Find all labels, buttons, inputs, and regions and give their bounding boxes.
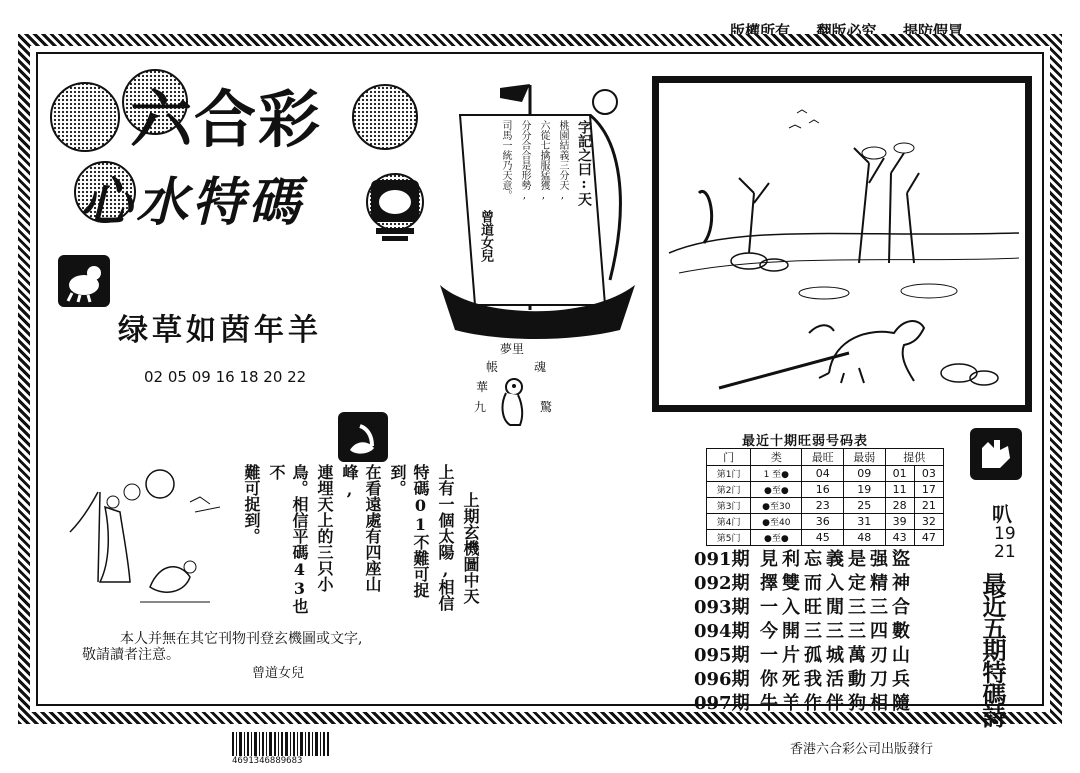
riddle-col-7: 難可捉到。: [242, 464, 261, 544]
zodiac-numbers: 02 05 09 16 18 20 22: [144, 368, 307, 386]
table-cell: 39: [885, 514, 914, 530]
poem-text: 一片孤城萬刃山: [760, 645, 914, 666]
sail-line-2: 六從七擒服猛獲,: [538, 120, 549, 201]
table-header-row: [707, 449, 944, 466]
copyright-text-2: 翻版必究: [816, 22, 877, 40]
poem-text: 一入旺閒三三合: [760, 597, 914, 618]
riddle-col-3: 特碼01不難可捉到。: [388, 464, 430, 598]
notice-line-1: 本人并無在其它刊物刊登玄機圖或文字,: [120, 631, 363, 647]
table-cell: 19: [843, 482, 885, 498]
list-item: [694, 668, 914, 692]
riddle-col-5: 連埋天上的三只小: [315, 464, 334, 592]
dog-caption-left-1: 帳: [486, 360, 499, 374]
table-header: 类: [751, 449, 802, 466]
table-cell: ●至30: [751, 498, 802, 514]
sail-line-1: 桃園結義三分天,: [557, 120, 568, 201]
copyright-text-1: 版權所有: [730, 22, 791, 40]
zodiac-phrase: 绿草如茵年羊: [118, 313, 322, 348]
notice-signature: 曾道女兒: [252, 666, 305, 681]
dog-caption-right-2: 驚: [540, 400, 553, 414]
list-item: [694, 548, 914, 572]
dog-caption-left-2: 華: [476, 380, 489, 394]
side-label-number-1: 19: [994, 524, 1016, 544]
number-table-title: 最近十期旺弱号码表: [742, 434, 869, 449]
table-cell: 第1门: [707, 466, 751, 482]
table-cell: ●至40: [751, 514, 802, 530]
sail-line-3: 分分合合是形勢,: [519, 120, 530, 201]
copyright-text-3: 提防假冒: [902, 22, 963, 40]
sail-signature: 曾道女兒: [478, 210, 493, 262]
side-label-vertical: 最近五期特碼詩: [978, 572, 1007, 726]
poem-issue: 096期: [694, 669, 750, 690]
table-header: 门: [707, 449, 751, 466]
main-title: 六合彩: [130, 83, 323, 156]
poem-issue: 093期: [694, 597, 750, 618]
table-cell: 36: [802, 514, 844, 530]
table-cell: 03: [914, 466, 943, 482]
hand-icon-box: [970, 428, 1022, 480]
table-cell: 16: [802, 482, 844, 498]
sage-sketch: [50, 462, 230, 612]
poem-issue: 092期: [694, 573, 750, 594]
table-row: [707, 530, 944, 546]
table-cell: 第3门: [707, 498, 751, 514]
poem-issue: 094期: [694, 621, 750, 642]
poem-issue: 091期: [694, 549, 750, 570]
dog-caption-right-1: 魂: [534, 360, 547, 374]
poem-text: 牛羊作伴狗相隨: [760, 693, 914, 714]
landscape-picture: [652, 76, 1032, 412]
dog-caption-top: 夢里: [500, 342, 525, 356]
dog-caption-left-3: 九: [474, 400, 487, 414]
table-cell: 32: [914, 514, 943, 530]
riddle-col-2: 上有一個太陽,相信: [436, 464, 455, 611]
poem-text: 你死我活動刀兵: [760, 669, 914, 690]
barcode-number: 4691346889683: [232, 756, 303, 766]
poem-text: 擇雙而入定精神: [760, 573, 914, 594]
table-header: 最弱: [843, 449, 885, 466]
table-cell: 01: [885, 466, 914, 482]
sail-line-4: 司馬一統乃天意。: [500, 120, 511, 200]
table-row: [707, 498, 944, 514]
barcode-graphic: [230, 732, 330, 756]
list-item: [694, 596, 914, 620]
side-label-number-2: 21: [994, 542, 1016, 562]
poem-list: [694, 548, 914, 716]
riddle-col-4: 在看遠處有四座山峰,: [340, 464, 382, 592]
table-cell: 第4门: [707, 514, 751, 530]
list-item: [694, 620, 914, 644]
list-item: [694, 692, 914, 716]
sail-text-block: [498, 120, 594, 260]
table-cell: 28: [885, 498, 914, 514]
table-cell: 47: [914, 530, 943, 546]
table-cell: 48: [843, 530, 885, 546]
table-header: 提供: [885, 449, 943, 466]
table-cell: 45: [802, 530, 844, 546]
zodiac-icon-box: [58, 255, 110, 307]
number-table: [706, 448, 944, 546]
table-cell: 17: [914, 482, 943, 498]
poem-text: 見利忘義是强盜: [760, 549, 914, 570]
publisher-text: 香港六合彩公司出版發行: [790, 742, 934, 757]
table-row: [707, 466, 944, 482]
sheep-icon: [58, 255, 110, 307]
table-cell: ●至●: [751, 482, 802, 498]
table-cell: 第2门: [707, 482, 751, 498]
dog-emblem-icon: [492, 375, 532, 430]
table-cell: 09: [843, 466, 885, 482]
trophy-icon: [368, 170, 423, 245]
sail-heading: 字記之曰:天: [576, 120, 592, 206]
riddle-text: [240, 464, 482, 624]
table-cell: 04: [802, 466, 844, 482]
swan-icon: [338, 412, 388, 462]
hand-icon: [970, 428, 1022, 480]
side-label-ding: 叭: [992, 502, 1012, 526]
table-cell: 11: [885, 482, 914, 498]
landscape-drawing: [659, 83, 1025, 405]
table-cell: 23: [802, 498, 844, 514]
list-item: [694, 644, 914, 668]
table-cell: 1 至●: [751, 466, 802, 482]
table-cell: 31: [843, 514, 885, 530]
poem-issue: 095期: [694, 645, 750, 666]
table-cell: 25: [843, 498, 885, 514]
riddle-col-1: 上期玄機圖中天: [461, 492, 480, 604]
table-cell: 43: [885, 530, 914, 546]
sub-title: 心水特碼: [80, 172, 305, 233]
table-header: 最旺: [802, 449, 844, 466]
table-row: [707, 514, 944, 530]
table-cell: ●至●: [751, 530, 802, 546]
table-cell: 21: [914, 498, 943, 514]
notice-line-2: 敬請讀者注意。: [82, 647, 180, 663]
table-row: [707, 482, 944, 498]
list-item: [694, 572, 914, 596]
riddle-col-6: 鳥。相信平碼43也不: [267, 464, 309, 614]
riddle-icon-box: [338, 412, 388, 462]
poem-issue: 097期: [694, 693, 750, 714]
poem-text: 今開三三三四數: [760, 621, 914, 642]
table-cell: 第5门: [707, 530, 751, 546]
